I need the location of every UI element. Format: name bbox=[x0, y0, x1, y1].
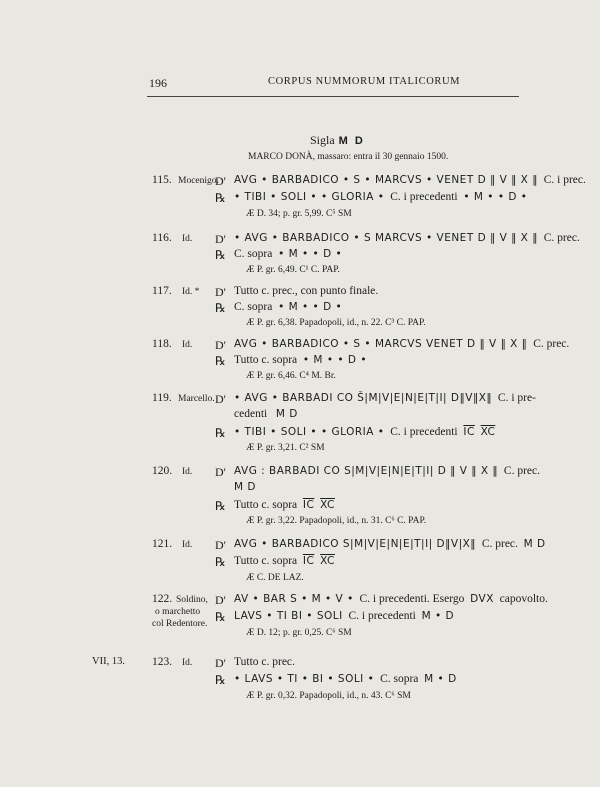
reverse-symbol: ℞ bbox=[215, 248, 226, 262]
obverse-symbol: D' bbox=[215, 285, 226, 299]
entry-number: 119. bbox=[152, 392, 172, 404]
reverse-symbol: ℞ bbox=[215, 191, 226, 205]
obverse-symbol: D' bbox=[215, 593, 226, 607]
entry-meta: Æ P. gr. 0,32. Papadopoli, id., n. 43. C⁶ SM bbox=[246, 691, 411, 701]
plate-reference: VII, 13. bbox=[92, 656, 125, 667]
entry-meta: Æ P. gr. 3,22. Papadopoli, id., n. 31. C⁶ C. PAP. bbox=[246, 516, 427, 526]
reverse-line: Tutto c. sopra $\overline{IC}$ $\overline{XC}$ bbox=[234, 555, 335, 567]
reverse-symbol: ℞ bbox=[215, 555, 226, 569]
entry-number: 117. bbox=[152, 285, 172, 297]
obverse-line: AVG • BARBADICO • S • MARCVS • VENET D ‖ V ‖ X ‖ C. i prec. bbox=[234, 174, 586, 186]
entry-doge: Id. bbox=[182, 467, 193, 477]
obverse-symbol: D' bbox=[215, 174, 226, 188]
header-rule bbox=[147, 96, 519, 97]
obverse-symbol: D' bbox=[215, 538, 226, 552]
entry-meta: Æ C. DE LAZ. bbox=[246, 573, 304, 583]
entry-meta: Æ P. gr. 6,38. Papadopoli, id., n. 22. C³ C. PAP. bbox=[246, 318, 426, 328]
entry-doge: Marcello. bbox=[178, 394, 215, 404]
entry-doge: Mocenigo. bbox=[178, 176, 219, 186]
reverse-line: • TIBI • SOLI • • GLORIA • C. i precedenti $\overline{IC}$ $\overline{XC}$ bbox=[234, 426, 496, 438]
obverse-symbol: D' bbox=[215, 465, 226, 479]
entry-meta: Æ P. gr. 6,49. C¹ C. PAP. bbox=[246, 265, 340, 275]
entry-meta: Æ P. gr. 6,46. C⁴ M. Br. bbox=[246, 371, 336, 381]
page-number: 196 bbox=[149, 76, 167, 90]
entry-doge-line: o marchetto bbox=[155, 607, 201, 617]
entry-doge: Id. bbox=[182, 234, 193, 244]
reverse-line: C. sopra • M • • D • bbox=[234, 248, 343, 260]
entry-meta: Æ D. 12; p. gr. 0,25. C⁶ SM bbox=[246, 628, 352, 638]
obverse-symbol: D' bbox=[215, 338, 226, 352]
obverse-line: Tutto c. prec. bbox=[234, 656, 295, 668]
obverse-line-continued: cedenti M D bbox=[234, 408, 298, 420]
obverse-line: AVG : BARBADI CO S|M|V|E|N|E|T|I| D ‖ V ‖ X ‖ C. prec. bbox=[234, 465, 540, 477]
running-title: CORPUS NUMMORUM ITALICORUM bbox=[268, 76, 461, 87]
reverse-symbol: ℞ bbox=[215, 354, 226, 368]
entry-doge: Id. bbox=[182, 658, 193, 668]
entry-doge: Id. bbox=[182, 340, 193, 350]
entry-number: 120. bbox=[152, 465, 173, 477]
obverse-line-continued: M D bbox=[234, 481, 256, 493]
reverse-symbol: ℞ bbox=[215, 673, 226, 687]
obverse-line: • AVG • BARBADICO • S MARCVS • VENET D ‖ V ‖ X ‖ C. prec. bbox=[234, 232, 580, 244]
reverse-line: Tutto c. sopra $\overline{IC}$ $\overline{XC}$ bbox=[234, 499, 335, 511]
obverse-line: AVG • BARBADICO S|M|V|E|N|E|T|I| D‖V|X‖ C. prec. M D bbox=[234, 538, 546, 550]
obverse-line: AVG • BARBADICO • S • MARCVS VENET D ‖ V ‖ X ‖ C. prec. bbox=[234, 338, 570, 350]
entry-meta: Æ D. 34; p. gr. 5,99. C⁵ SM bbox=[246, 209, 352, 219]
reverse-line: • TIBI • SOLI • • GLORIA • C. i precedenti • M • • D • bbox=[234, 191, 528, 203]
reverse-line: LAVS • TI BI • SOLI C. i precedenti M • D bbox=[234, 610, 455, 622]
master-note: MARCO DONÀ, massaro: entra il 30 gennaio 1500. bbox=[248, 152, 449, 162]
reverse-symbol: ℞ bbox=[215, 301, 226, 315]
entry-number: 122. bbox=[152, 593, 173, 605]
reverse-symbol: ℞ bbox=[215, 426, 226, 440]
entry-number: 115. bbox=[152, 174, 172, 186]
entry-doge: Id. * bbox=[182, 287, 200, 297]
reverse-symbol: ℞ bbox=[215, 499, 226, 513]
entry-doge-line: col Redentore. bbox=[152, 619, 208, 629]
obverse-symbol: D' bbox=[215, 656, 226, 670]
entry-number: 116. bbox=[152, 232, 172, 244]
obverse-line: Tutto c. prec., con punto finale. bbox=[234, 285, 379, 297]
reverse-symbol: ℞ bbox=[215, 610, 226, 624]
entry-meta: Æ P. gr. 3,21. C² SM bbox=[246, 443, 325, 453]
reverse-line: Tutto c. sopra • M • • D • bbox=[234, 354, 368, 366]
entry-doge-line: Soldino, bbox=[176, 595, 208, 605]
obverse-symbol: D' bbox=[215, 392, 226, 406]
entry-doge: Id. bbox=[182, 540, 193, 550]
reverse-line: • LAVS • TI • BI • SOLI • C. sopra M • D bbox=[234, 673, 457, 685]
obverse-symbol: D' bbox=[215, 232, 226, 246]
entry-number: 118. bbox=[152, 338, 172, 350]
entry-number: 123. bbox=[152, 656, 173, 668]
reverse-line: C. sopra • M • • D • bbox=[234, 301, 343, 313]
entry-number: 121. bbox=[152, 538, 173, 550]
sigla-heading: Sigla M D bbox=[310, 133, 365, 147]
obverse-line: • AVG • BARBADI CO Š|M|V|E|N|E|T|I| D‖V‖X‖ C. i pre- bbox=[234, 392, 536, 404]
obverse-line: AV • BAR S • M • V • C. i precedenti. Esergo DVX capovolto. bbox=[234, 593, 548, 605]
